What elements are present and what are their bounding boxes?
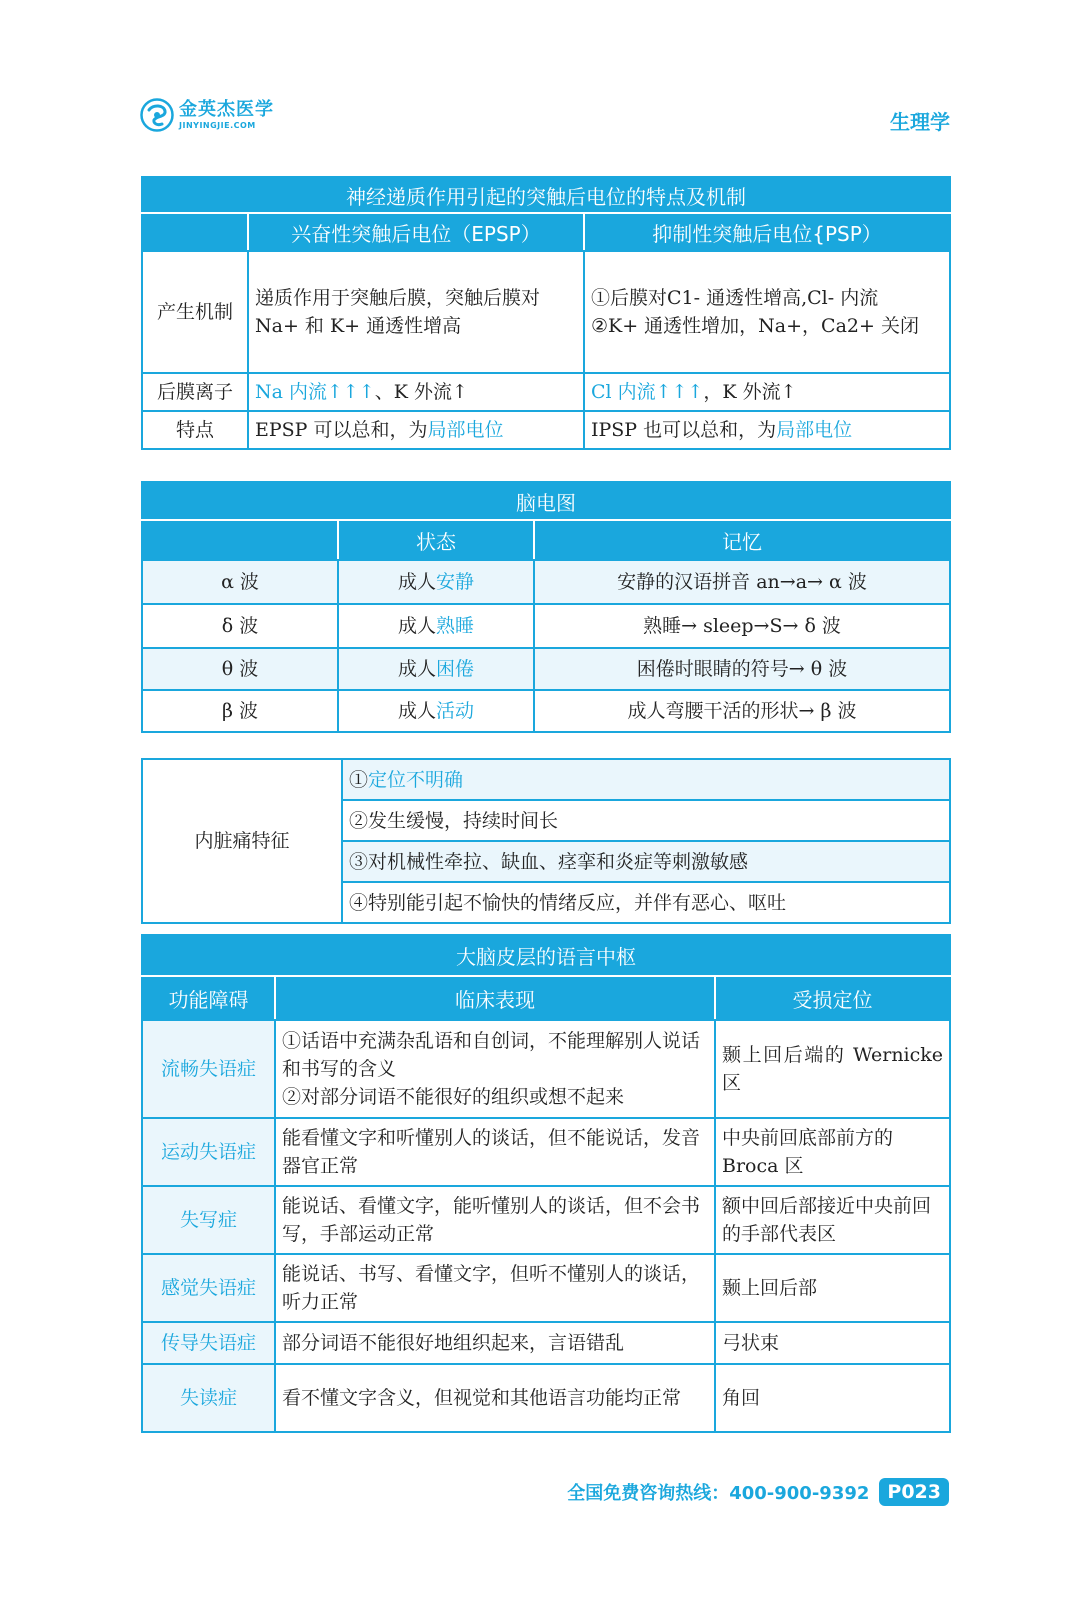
wave-name: α 波 <box>142 560 338 604</box>
disorder-location: 额中回后部接近中央前回的手部代表区 <box>715 1186 950 1254</box>
psp-table <box>141 176 951 450</box>
wave-memory: 安静的汉语拼音 an→a→ α 波 <box>534 560 950 604</box>
psp-head-empty <box>142 213 248 251</box>
wave-name: θ 波 <box>142 648 338 690</box>
wave-memory: 困倦时眼睛的符号→ θ 波 <box>534 648 950 690</box>
table-row <box>142 1322 950 1364</box>
disorder-name: 传导失语症 <box>142 1322 275 1364</box>
ipsp-features-highlight: 局部电位 <box>776 419 853 441</box>
table-row <box>142 604 950 648</box>
wave-state: 成人安静 <box>338 560 534 604</box>
disorder-location: 角回 <box>715 1364 950 1432</box>
ipsp-features: IPSP 也可以总和，为局部电位 <box>584 411 950 449</box>
epsp-ions-highlight: Na 内流↑↑↑ <box>255 381 375 403</box>
table-row <box>142 1020 950 1118</box>
row-label-mechanism: 产生机制 <box>142 251 248 373</box>
epsp-features: EPSP 可以总和，为局部电位 <box>248 411 584 449</box>
language-center-table <box>141 934 951 1433</box>
hotline-text: 全国免费咨询热线：400-900-9392 <box>567 1483 870 1504</box>
language-head-disorder: 功能障碍 <box>142 976 275 1020</box>
disorder-clinical: 能说话、书写、看懂文字，但听不懂别人的谈话，听力正常 <box>275 1254 715 1322</box>
disorder-name: 感觉失语症 <box>142 1254 275 1322</box>
disorder-name: 流畅失语症 <box>142 1020 275 1118</box>
disorder-name: 运动失语症 <box>142 1118 275 1186</box>
disorder-name: 失写症 <box>142 1186 275 1254</box>
wave-name: β 波 <box>142 690 338 732</box>
psp-table-title: 神经递质作用引起的突触后电位的特点及机制 <box>142 177 950 213</box>
disorder-name: 失读症 <box>142 1364 275 1432</box>
row-label-ions: 后膜离子 <box>142 373 248 411</box>
ipsp-mechanism-1: ①后膜对C1- 通透性增高,Cl- 内流 <box>591 287 879 309</box>
visceral-pain-item-4: ④特别能引起不愉快的情绪反应，并伴有恶心、呕吐 <box>342 882 950 923</box>
wave-name: δ 波 <box>142 604 338 648</box>
language-table-title: 大脑皮层的语言中枢 <box>142 935 950 976</box>
epsp-mechanism: 递质作用于突触后膜，突触后膜对 Na+ 和 K+ 通透性增高 <box>248 251 584 373</box>
wave-state: 成人活动 <box>338 690 534 732</box>
ipsp-ions-highlight: Cl 内流↑↑↑ <box>591 381 704 403</box>
wave-memory: 熟睡→ sleep→S→ δ 波 <box>534 604 950 648</box>
disorder-clinical: 看不懂文字含义，但视觉和其他语言功能均正常 <box>275 1364 715 1432</box>
table-row <box>142 648 950 690</box>
subject-title: 生理学 <box>890 110 950 134</box>
psp-head-ipsp: 抑制性突触后电位{PSP） <box>584 213 950 251</box>
page-number-badge: P023 <box>879 1478 949 1506</box>
logo-swirl-icon <box>140 98 174 132</box>
logo-cn-text: 金英杰医学 <box>179 98 274 120</box>
disorder-location: 颞上回后端的 Wernicke 区 <box>715 1020 950 1118</box>
page-footer <box>567 1478 949 1506</box>
language-head-clinical: 临床表现 <box>275 976 715 1020</box>
ipsp-ions-rest: ，K 外流↑ <box>703 381 797 403</box>
disorder-location: 中央前回底部前方的 Broca 区 <box>715 1118 950 1186</box>
logo-en-text: JINYINGJIE.COM <box>179 120 256 130</box>
page-header <box>140 98 950 138</box>
psp-head-epsp: 兴奋性突触后电位（EPSP） <box>248 213 584 251</box>
disorder-clinical: 部分词语不能很好地组织起来，言语错乱 <box>275 1322 715 1364</box>
ipsp-mechanism-2: ②K+ 通透性增加，Na+，Ca2+ 关闭 <box>591 315 919 337</box>
eeg-head-empty <box>142 520 338 560</box>
epsp-features-highlight: 局部电位 <box>427 419 504 441</box>
disorder-clinical: ①话语中充满杂乱语和自创词，不能理解别人说话和书写的含义 ②对部分词语不能很好的组织或想不起来 <box>275 1020 715 1118</box>
eeg-head-state: 状态 <box>338 520 534 560</box>
table-row <box>142 1186 950 1254</box>
disorder-clinical: 能说话、看懂文字，能听懂别人的谈话，但不会书写，手部运动正常 <box>275 1186 715 1254</box>
eeg-table <box>141 481 951 733</box>
disorder-location: 弓状束 <box>715 1322 950 1364</box>
ipsp-ions <box>584 373 950 411</box>
visceral-pain-item-3: ③对机械性牵拉、缺血、痉挛和炎症等刺激敏感 <box>342 841 950 882</box>
eeg-table-title: 脑电图 <box>142 482 950 520</box>
wave-state: 成人熟睡 <box>338 604 534 648</box>
table-row <box>142 1254 950 1322</box>
visceral-pain-item-1: ①定位不明确 <box>342 759 950 800</box>
logo <box>140 98 274 132</box>
wave-state: 成人困倦 <box>338 648 534 690</box>
table-row <box>142 1364 950 1432</box>
eeg-head-memory: 记忆 <box>534 520 950 560</box>
table-row <box>142 560 950 604</box>
table-row <box>142 690 950 732</box>
wave-memory: 成人弯腰干活的形状→ β 波 <box>534 690 950 732</box>
row-label-features: 特点 <box>142 411 248 449</box>
epsp-ions <box>248 373 584 411</box>
disorder-clinical: 能看懂文字和听懂别人的谈话，但不能说话，发音器官正常 <box>275 1118 715 1186</box>
visceral-pain-table <box>141 758 951 924</box>
table-row <box>142 1118 950 1186</box>
visceral-pain-item-2: ②发生缓慢，持续时间长 <box>342 800 950 841</box>
language-head-location: 受损定位 <box>715 976 950 1020</box>
epsp-ions-rest: 、K 外流↑ <box>374 381 468 403</box>
disorder-location: 颞上回后部 <box>715 1254 950 1322</box>
ipsp-mechanism <box>584 251 950 373</box>
visceral-pain-label: 内脏痛特征 <box>142 759 342 923</box>
